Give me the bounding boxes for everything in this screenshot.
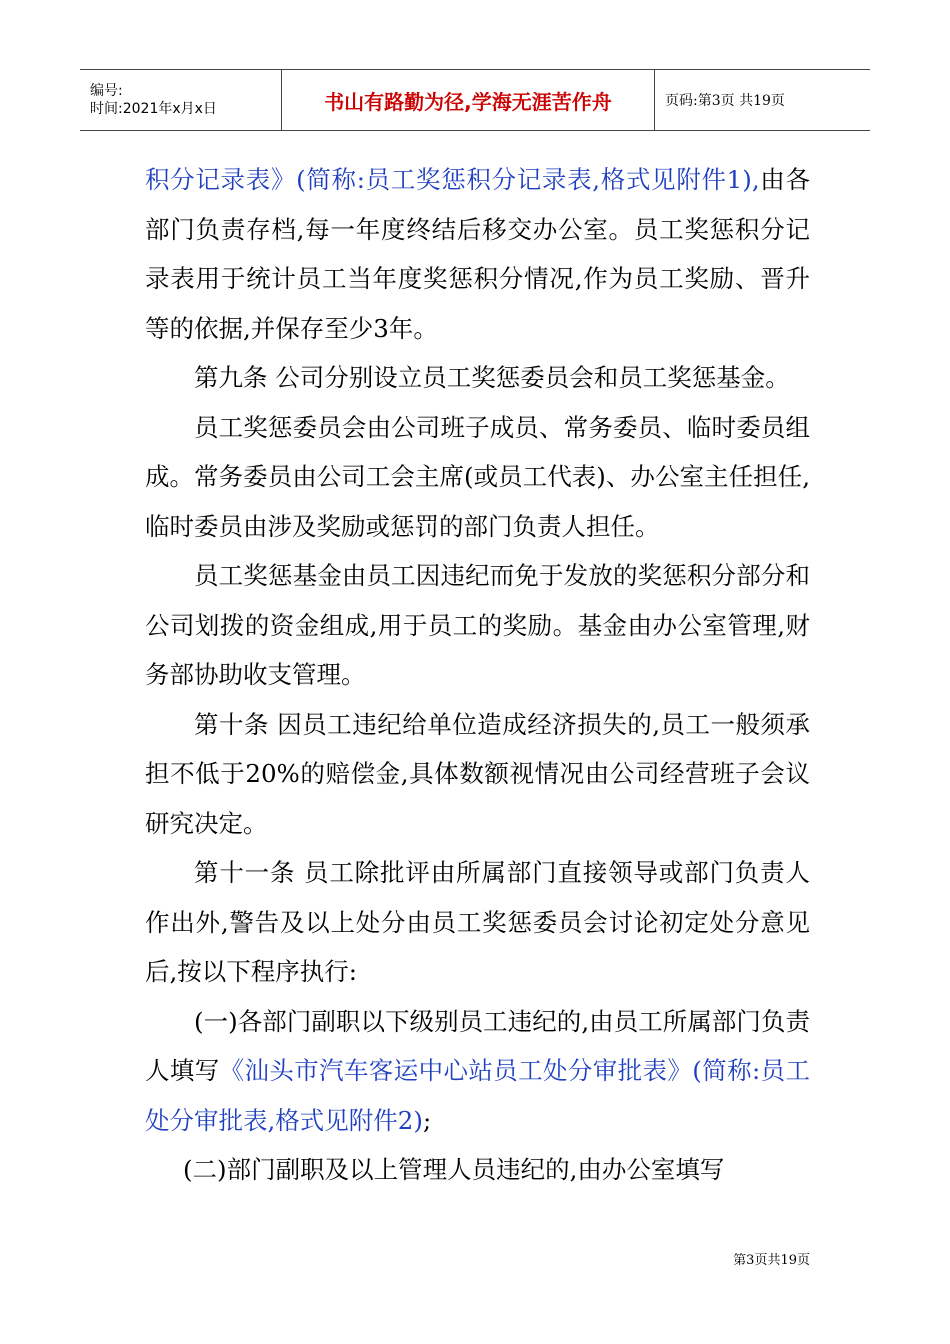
clause-1-text: (一)各部门副职以下级别员工违纪的,由员工所属部门负责人填写 bbox=[145, 1006, 810, 1085]
footer-page-number: 第3页共19页 bbox=[733, 1253, 810, 1268]
document-header bbox=[80, 69, 870, 131]
attachment-2-reference: 《汕头市汽车客运中心站员工处分审批表》(简称:员工处分审批表,格式见附件2) bbox=[145, 1056, 811, 1135]
code-label: 编号: bbox=[90, 83, 123, 99]
page-label: 页码:第3页 共19页 bbox=[665, 93, 785, 109]
clause-1 bbox=[145, 997, 810, 1146]
attachment-1-reference: 积分记录表》(简称:员工奖惩积分记录表,格式见附件1), bbox=[145, 165, 760, 194]
clause-2: (二)部门副职及以上管理人员违纪的,由办公室填写 bbox=[183, 1155, 725, 1184]
article-11: 第十一条 员工除批评由所属部门直接领导或部门负责人作出外,警告及以上处分由员工奖惩委员会讨论初定处分意见后,按以下程序执行: bbox=[145, 858, 810, 986]
header-meta bbox=[80, 70, 281, 130]
date-label: 时间:2021年x月x日 bbox=[90, 101, 217, 117]
article-9: 第九条 公司分别设立员工奖惩委员会和员工奖惩基金。 bbox=[194, 363, 790, 392]
paragraph-1 bbox=[145, 155, 810, 353]
document-body bbox=[145, 155, 810, 1195]
paragraph-1-text: 由各部门负责存档,每一年度终结后移交办公室。员工奖惩积分记录表用于统计员工当年度奖惩积分情况,作为员工奖励、晋升等的依据,并保存至少3年。 bbox=[145, 165, 810, 343]
header-page bbox=[655, 70, 870, 130]
paragraph-fund: 员工奖惩基金由员工因违纪而免于发放的奖惩积分部分和公司划拨的资金组成,用于员工的奖励。基金由办公室管理,财务部协助收支管理。 bbox=[145, 561, 810, 689]
paragraph-committee: 员工奖惩委员会由公司班子成员、常务委员、临时委员组成。常务委员由公司工会主席(或员工代表)、办公室主任担任,临时委员由涉及奖励或惩罚的部门负责人担任。 bbox=[145, 412, 810, 541]
motto-text: 书山有路勤为径,学海无涯苦作舟 bbox=[324, 89, 612, 114]
article-10: 第十条 因员工违纪给单位造成经济损失的,员工一般须承担不低于20%的赔偿金,具体数额视情况由公司经营班子会议研究决定。 bbox=[145, 709, 810, 838]
clause-1-end: ; bbox=[422, 1105, 432, 1135]
page-footer bbox=[733, 1249, 810, 1268]
header-motto bbox=[281, 70, 655, 130]
